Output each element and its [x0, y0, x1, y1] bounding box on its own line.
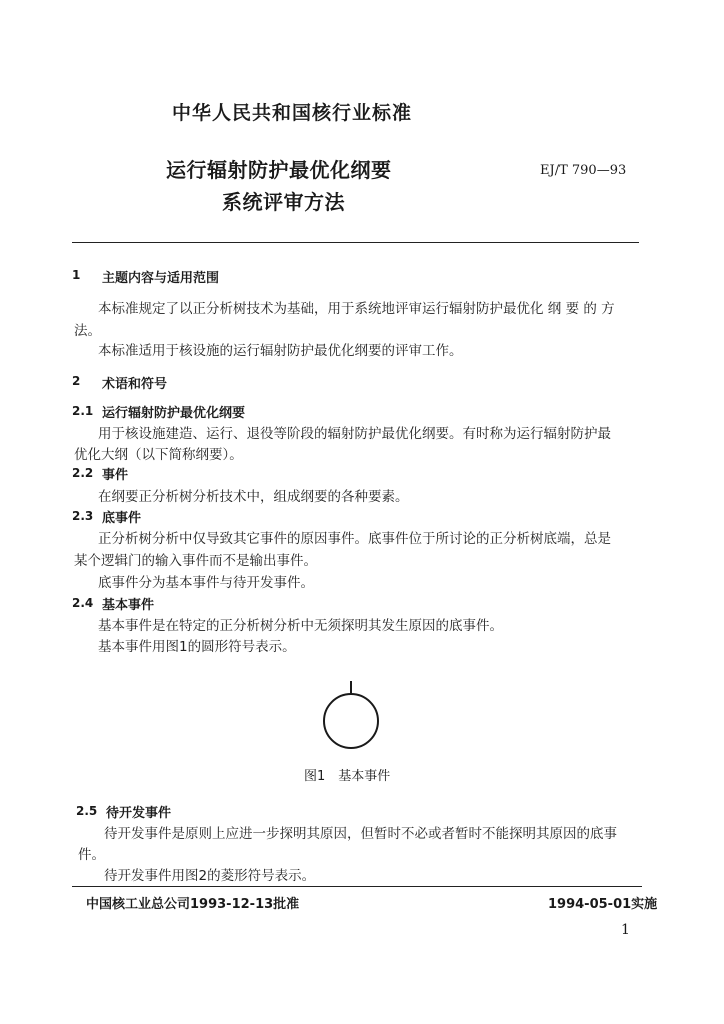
standard-code: EJ/T 790—93: [540, 163, 627, 178]
section-2-3-number: 2.3: [72, 509, 94, 523]
effective-date: 1994-05-01实施: [548, 897, 658, 912]
section-2-4-line1: 基本事件是在特定的正分析树分析中无须探明其发生原因的底事件。: [98, 618, 503, 634]
section-2-1-heading: 运行辐射防护最优化纲要: [102, 406, 246, 421]
approval-date: 中国核工业总公司1993-12-13批准: [86, 897, 300, 912]
section-2-1-line1: 用于核设施建造、运行、退役等阶段的辐射防护最优化纲要。有时称为运行辐射防护最: [98, 426, 611, 442]
section-1-heading: 主题内容与适用范围: [102, 271, 220, 286]
section-2-3-line2: 某个逻辑门的输入事件而不是输出事件。: [74, 553, 317, 569]
section-2-heading: 术语和符号: [102, 377, 168, 392]
section-2-1-line2: 优化大纲（以下简称纲要）。: [74, 447, 243, 463]
standard-header: 中华人民共和国核行业标准: [172, 102, 413, 124]
section-2-3-line1: 正分析树分析中仅导致其它事件的原因事件。底事件位于所讨论的正分析树底端，总是: [98, 531, 611, 547]
figure-1-caption: 图1 基本事件: [304, 769, 391, 784]
section-2-number: 2: [72, 374, 81, 388]
section-2-4-line2: 基本事件用图1的圆形符号表示。: [98, 639, 296, 655]
section-2-4-heading: 基本事件: [102, 598, 155, 613]
section-1-number: 1: [72, 268, 81, 282]
section-2-2-line1: 在纲要正分析树分析技术中，组成纲要的各种要素。: [98, 489, 409, 505]
section-2-5-number: 2.5: [76, 804, 98, 818]
page-number: 1: [621, 922, 630, 938]
section-2-3-line3: 底事件分为基本事件与待开发事件。: [98, 575, 314, 591]
section-2-4-number: 2.4: [72, 596, 94, 610]
document-title-line2: 系统评审方法: [222, 190, 345, 214]
section-2-5-line1: 待开发事件是原则上应进一步探明其原因，但暂时不必或者暂时不能探明其原因的底事: [104, 826, 617, 842]
section-2-2-heading: 事件: [102, 468, 129, 483]
section-2-5-heading: 待开发事件: [106, 806, 172, 821]
document-title-line1: 运行辐射防护最优化纲要: [166, 158, 392, 182]
basic-event-circle-icon: [321, 681, 381, 751]
section-2-2-number: 2.2: [72, 466, 94, 480]
section-2-5-line2: 件。: [78, 847, 105, 863]
header-rule: [72, 242, 639, 243]
section-2-3-heading: 底事件: [102, 511, 142, 526]
section-1-p1-line2: 法。: [74, 323, 101, 339]
section-1-p1-line1: 本标准规定了以正分析树技术为基础，用于系统地评审运行辐射防护最优化 纲 要 的 方: [98, 301, 615, 317]
section-1-p2: 本标准适用于核设施的运行辐射防护最优化纲要的评审工作。: [98, 343, 463, 359]
footer-rule: [72, 886, 642, 887]
section-2-5-line3: 待开发事件用图2的菱形符号表示。: [104, 868, 316, 884]
section-2-1-number: 2.1: [72, 404, 94, 418]
